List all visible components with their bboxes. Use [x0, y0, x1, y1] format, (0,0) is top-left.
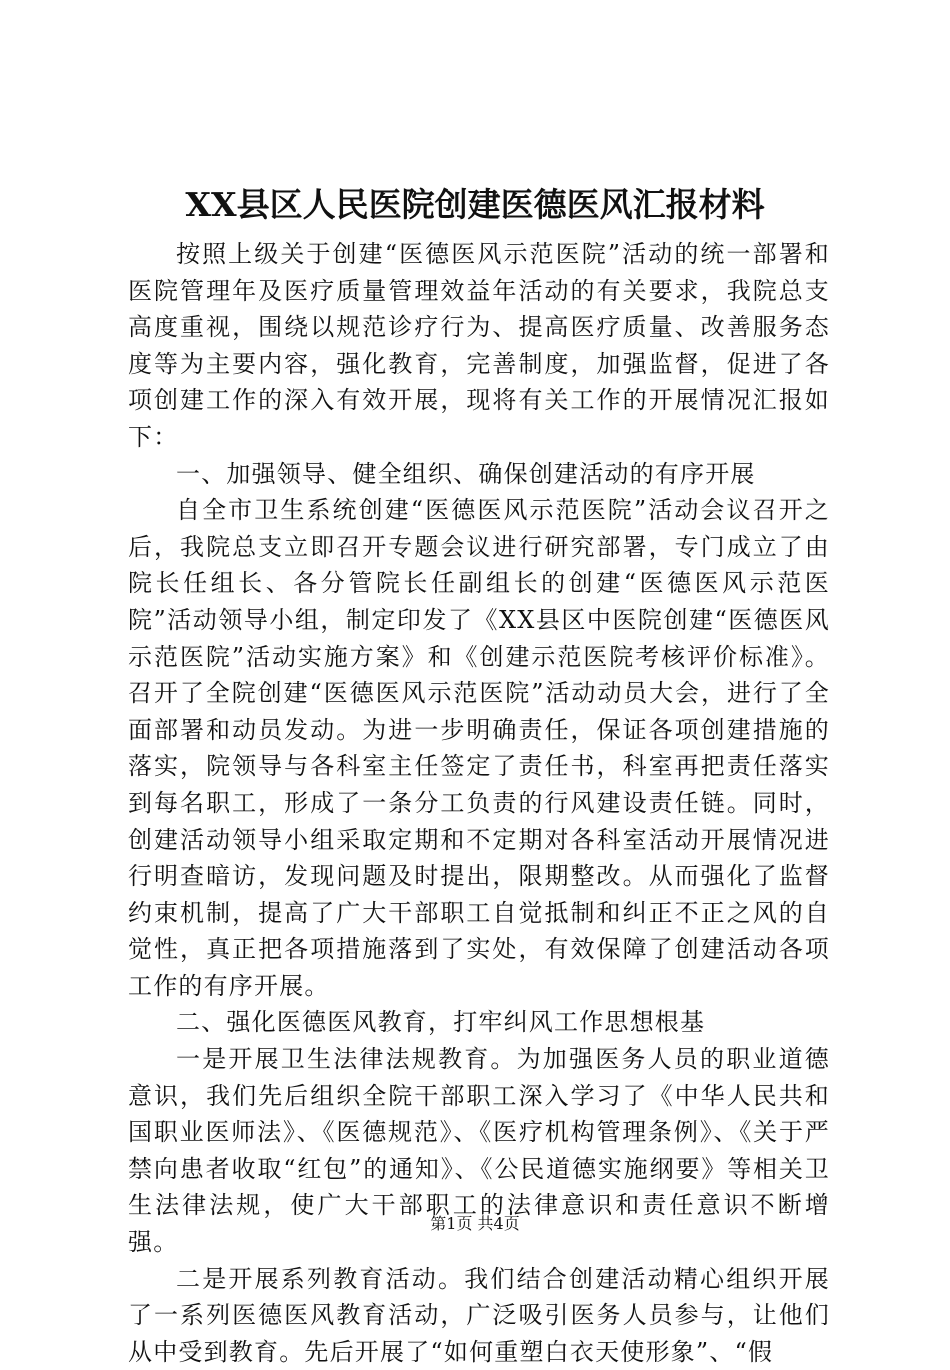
document-body [128, 236, 830, 1370]
section-2-paragraph-1: 一是开展卫生法律法规教育。为加强医务人员的职业道德意识，我们先后组织全院干部职工深入学习了《中华人民共和国职业医师法》、《医德规范》、《医疗机构管理条例》、《关于严禁向患者收取“红包”的通知》、《公民道德实施纲要》等相关卫生法律法规，使广大干部职工的法律意识和责任意识不断增强。 [128, 1045, 830, 1257]
intro-paragraph: 按照上级关于创建“医德医风示范医院”活动的统一部署和医院管理年及医疗质量管理效益年活动的有关要求，我院总支高度重视，围绕以规范诊疗行为、提高医疗质量、改善服务态度等为主要内容，强化教育，完善制度，加强监督，促进了各项创建工作的深入有效开展，现将有关工作的开展情况汇报如下： [128, 240, 830, 451]
document-title: XX县区人民医院创建医德医风汇报材料 [185, 185, 765, 224]
section-heading-2: 二、强化医德医风教育，打牢纠风工作思想根基 [176, 1008, 706, 1037]
page-number-footer: 第1页 共4页 [430, 1214, 520, 1233]
section-2-paragraph-2: 二是开展系列教育活动。我们结合创建活动精心组织开展了一系列医德医风教育活动，广泛吸引医务人员参与，让他们从中受到教育。先后开展了“如何重塑白衣天使形象”、“假 [128, 1264, 830, 1366]
section-1-paragraph: 自全市卫生系统创建“医德医风示范医院”活动会议召开之后，我院总支立即召开专题会议进行研究部署，专门成立了由院长任组长、各分管院长任副组长的创建“医德医风示范医院”活动领导小组，制定印发了《XX县区中医院创建“医德医风示范医院”活动实施方案》和《创建示范医院考核评价标准》。召开了全院创建“医德医风示范医院”活动动员大会，进行了全面部署和动员发动。为进一步明确责任，保证各项创建措施的落实，院领导与各科室主任签定了责任书，科室再把责任落实到每名职工，形成了一条分工负责的行风建设责任链。同时，创建活动领导小组采取定期和不定期对各科室活动开展情况进行明查暗访，发现问题及时提出，限期整改。从而强化了监督约束机制，提高了广大干部职工自觉抵制和纠正不正之风的自觉性，真正把各项措施落到了实处，有效保障了创建活动各项工作的有序开展。 [128, 496, 830, 1000]
section-heading-1: 一、加强领导、健全组织、确保创建活动的有序开展 [176, 459, 756, 488]
